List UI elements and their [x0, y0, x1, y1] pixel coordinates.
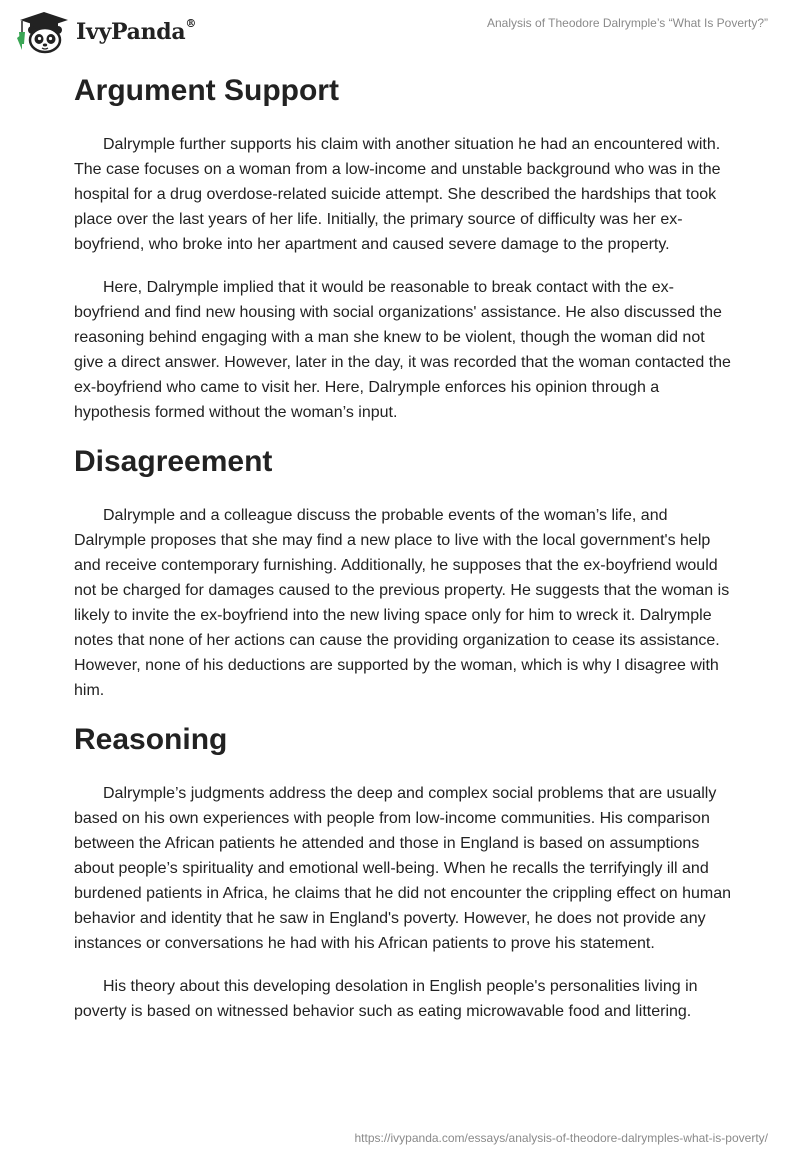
- essay-content: [74, 72, 734, 1042]
- section-heading: Reasoning: [74, 723, 228, 756]
- paragraph: Here, Dalrymple implied that it would be reasonable to break contact with the ex-boyfriend and find new housing with social organizations' assistance. He also discussed the reasoning behind engaging with a man she knew to be violent, though the woman did not give a direct answer. However, later in the day, it was recorded that the woman contacted the ex-boyfriend who came to visit her. Here, Dalrymple enforces his opinion through a hypothesis formed without the woman’s input.: [74, 279, 731, 421]
- section-heading: Argument Support: [74, 74, 339, 107]
- section-heading: Disagreement: [74, 445, 273, 478]
- paragraph: His theory about this developing desolation in English people's personalities living in poverty is based on witnessed behavior such as eating microwavable food and littering.: [74, 978, 698, 1020]
- paragraph: Dalrymple further supports his claim with another situation he had an encountered with. The case focuses on a woman from a low-income and unstable background who was in the hospital for a drug overdose-related suicide attempt. She described the hardships that took place over the last years of her life. Initially, the primary source of difficulty was her ex-boyfriend, who broke into her apartment and caused severe damage to the property.: [74, 136, 721, 253]
- paragraph: Dalrymple’s judgments address the deep and complex social problems that are usually based on his own experiences with people from low-income communities. His comparison between the African patients he attended and those in England is based on assumptions about people’s spirituality and emotional well-being. When he recalls the terrifyingly ill and burdened patients in Africa, he claims that he did not encounter the crippling effect on human behavior and identity that he saw in England's poverty. However, he does not provide any instances or conversations he had with his African patients to prove his statement.: [74, 785, 732, 952]
- source-url-link[interactable]: https://ivypanda.com/essays/analysis-of-theodore-dalrymples-what-is-poverty/: [354, 1131, 768, 1145]
- section-argument-support: [74, 72, 734, 425]
- brand-name: IvyPanda®: [76, 16, 197, 45]
- ivypanda-logo[interactable]: [14, 10, 196, 54]
- section-disagreement: [74, 443, 734, 703]
- document-title: Analysis of Theodore Dalrymple’s “What Is Poverty?”: [487, 16, 768, 30]
- section-reasoning: [74, 721, 734, 1024]
- page-header: [0, 0, 800, 64]
- paragraph: Dalrymple and a colleague discuss the probable events of the woman’s life, and Dalrymple proposes that she may find a new place to live with the local government's help and receive contemporary furnishing. Additionally, he supposes that the ex-boyfriend would not be charged for damages caused to the previous property. He suggests that the woman is likely to invite the ex-boyfriend into the new living space only for him to wreck it. Dalrymple notes that none of her actions can cause the providing organization to cease its assistance. However, none of his deductions are supported by the woman, which is why I disagree with him.: [74, 507, 730, 699]
- panda-graduate-icon: [14, 10, 74, 54]
